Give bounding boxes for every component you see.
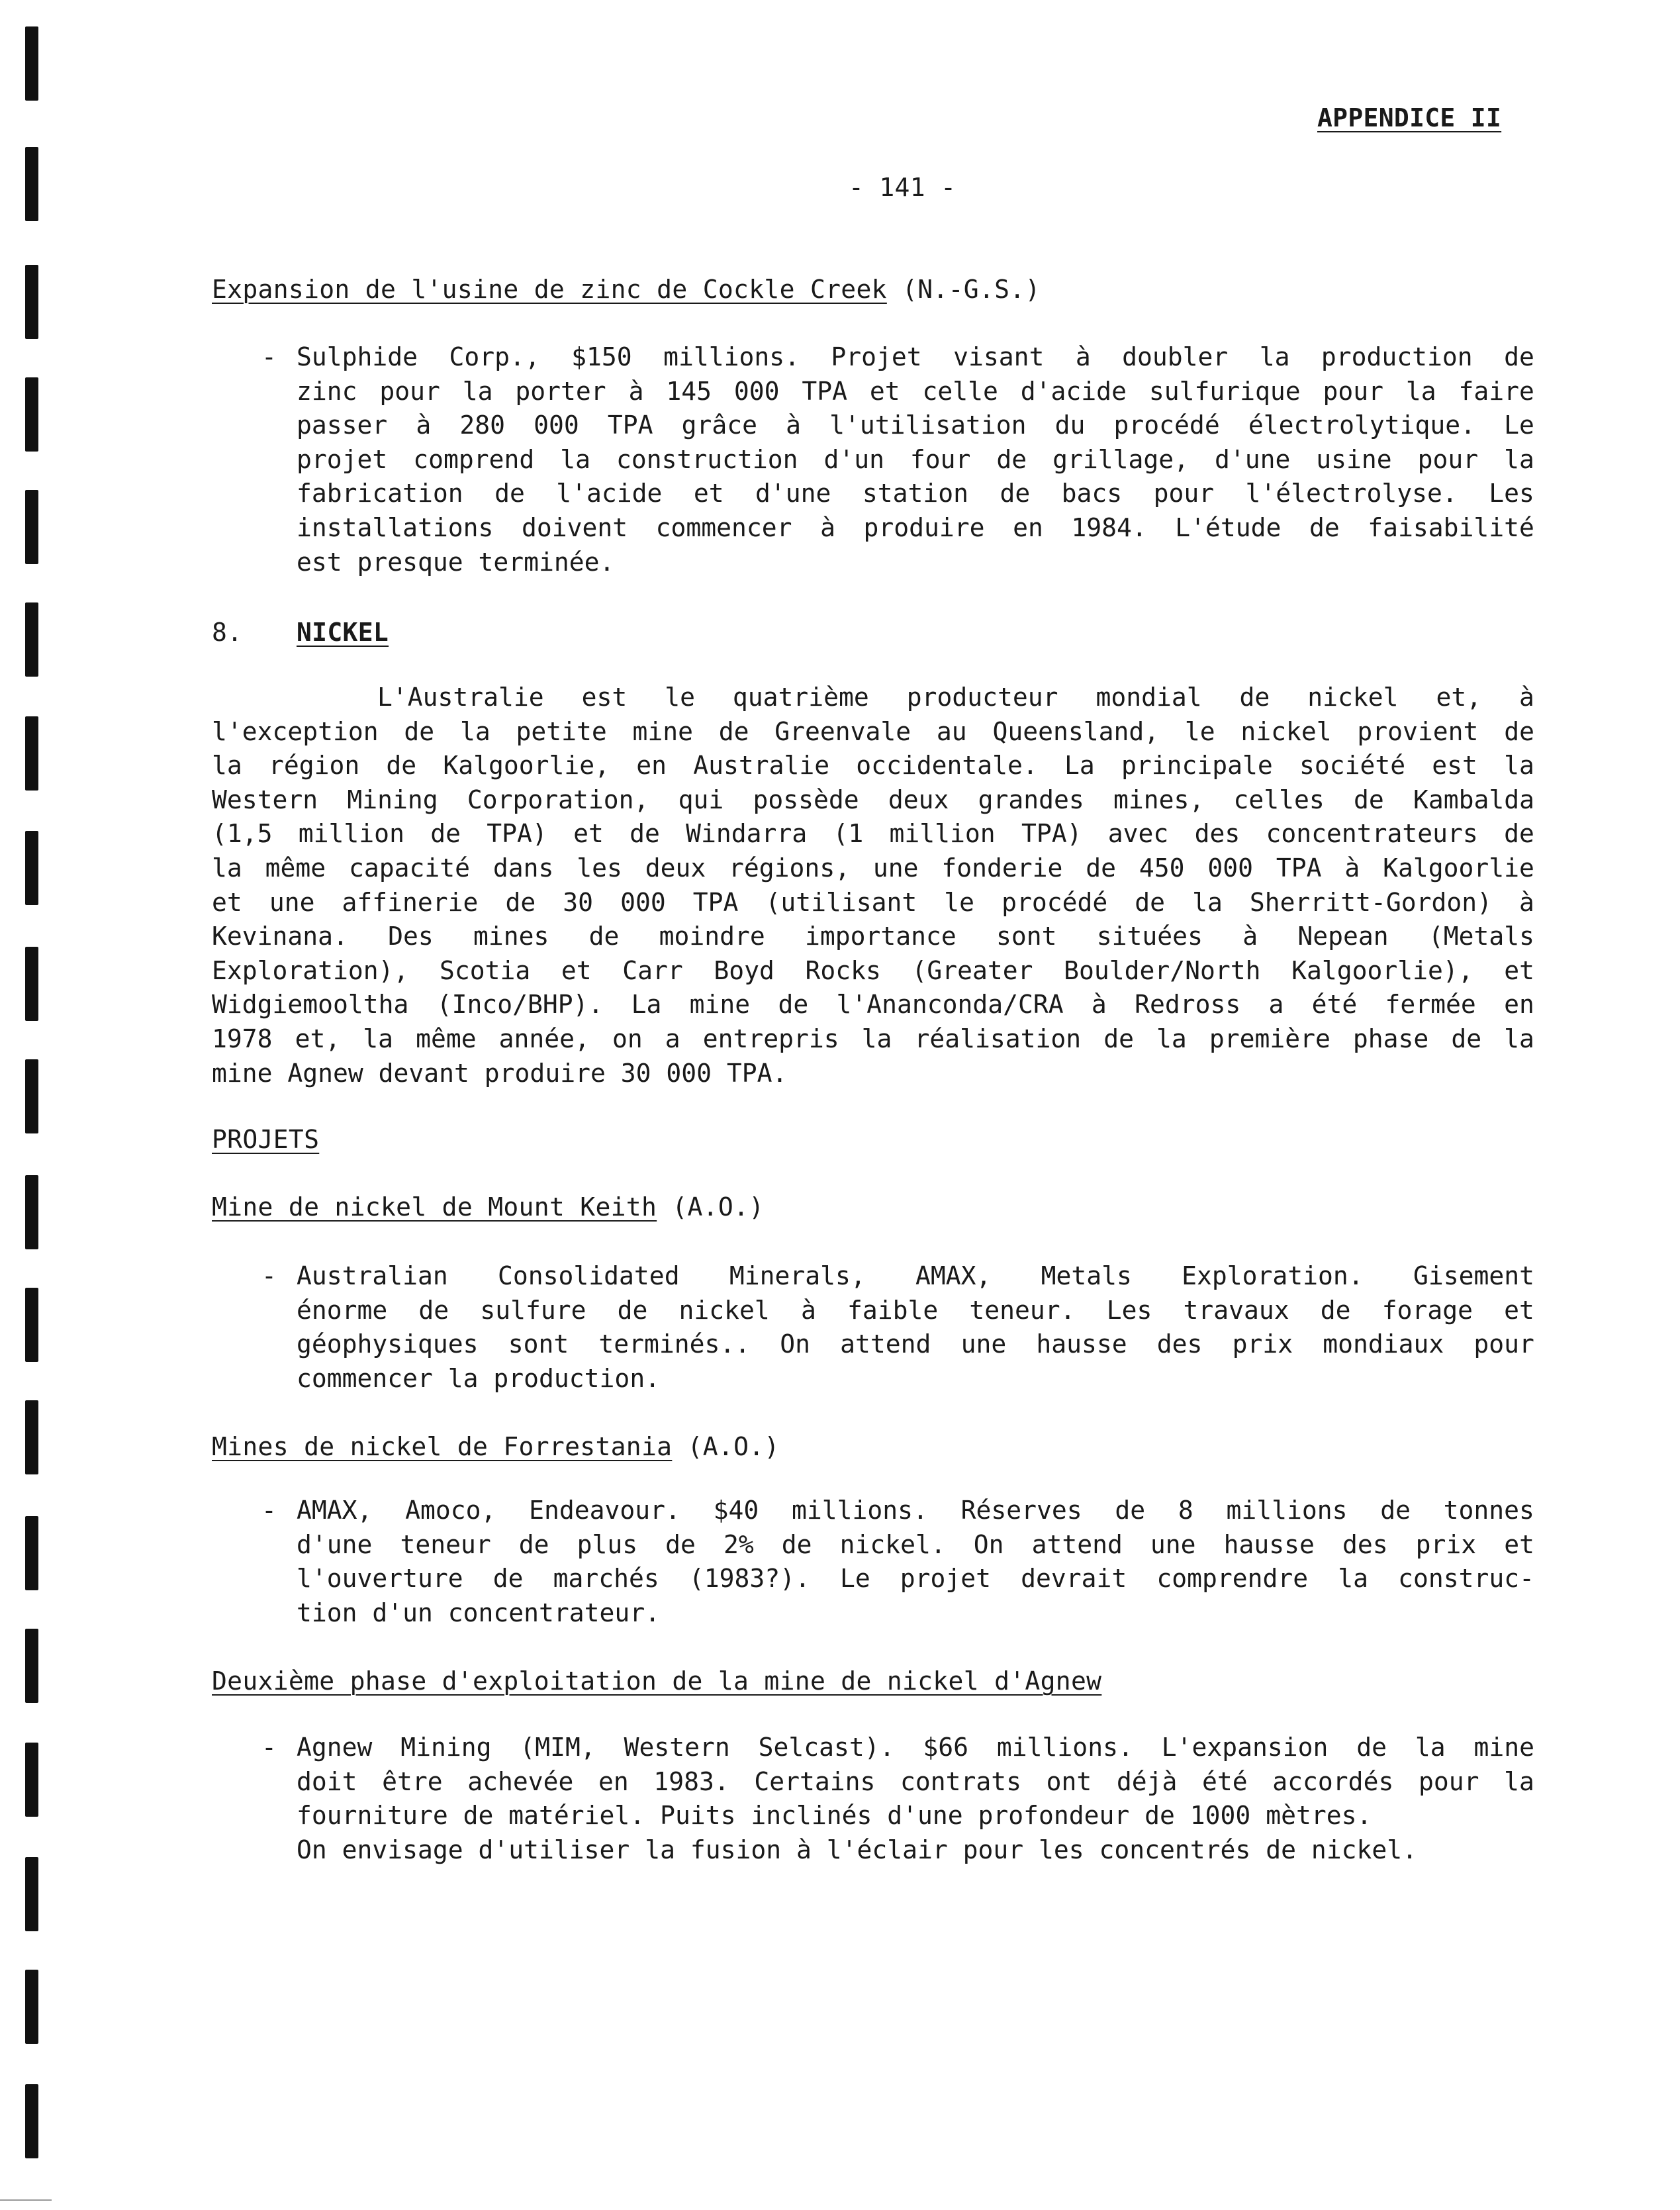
text-line: d'une teneur de plus de 2% de nickel. On attend une hausse des prix et bbox=[297, 1529, 1534, 1559]
text-line: zinc pour la porter à 145 000 TPA et celle d'acide sulfurique pour la faire bbox=[297, 376, 1534, 406]
binding-mark bbox=[25, 1857, 38, 1931]
text-line: (1,5 million de TPA) et de Windarra (1 million TPA) avec des concentrateurs de bbox=[212, 819, 1534, 849]
binding-mark bbox=[25, 1970, 38, 2044]
binding-mark bbox=[25, 1743, 38, 1817]
section-heading-cockle bbox=[212, 273, 1041, 307]
text-line: tion d'un concentrateur. bbox=[297, 1598, 661, 1627]
section-heading-text: Mines de nickel de Forrestania bbox=[212, 1432, 673, 1461]
section-heading-suffix: (N.-G.S.) bbox=[902, 275, 1041, 304]
section-heading-suffix: (A.O.) bbox=[672, 1192, 765, 1222]
bullet-cockle bbox=[297, 340, 1534, 579]
section-title: NICKEL bbox=[297, 618, 389, 647]
nickel-paragraph bbox=[212, 681, 1534, 1090]
section-heading-agnew: Deuxième phase d'exploitation de la mine de nickel d'Agnew bbox=[212, 1666, 1102, 1696]
text-line: la région de Kalgoorlie, en Australie occidentale. La principale société est la bbox=[212, 751, 1534, 781]
binding-mark bbox=[25, 377, 38, 452]
bullet-dash: - bbox=[261, 1261, 277, 1290]
section-heading-forrestania bbox=[212, 1430, 780, 1464]
binding-mark bbox=[25, 1288, 38, 1362]
text-line: Western Mining Corporation, qui possède deux grandes mines, celles de Kambalda bbox=[212, 785, 1534, 814]
text-line: Widgiemooltha (Inco/BHP). La mine de l'Ananconda/CRA à Redross a été fermée en bbox=[212, 990, 1534, 1020]
binding-mark bbox=[25, 602, 38, 677]
text-line: l'ouverture de marchés (1983?). Le projet devrait comprendre la construc- bbox=[297, 1564, 1534, 1594]
bullet-forrestania bbox=[297, 1494, 1534, 1630]
bullet-dash: - bbox=[261, 342, 277, 371]
text-line: fabrication de l'acide et d'une station de bacs pour l'électrolyse. Les bbox=[297, 479, 1534, 508]
binding-mark bbox=[25, 1629, 38, 1703]
section-heading-text: Expansion de l'usine de zinc de Cockle Creek bbox=[212, 275, 887, 304]
text-line: Australian Consolidated Minerals, AMAX, Metals Exploration. Gisement bbox=[297, 1261, 1534, 1290]
text-line: commencer la production. bbox=[297, 1363, 661, 1393]
projets-heading: PROJETS bbox=[212, 1125, 320, 1154]
text-line: 1978 et, la même année, on a entrepris la réalisation de la première phase de la bbox=[212, 1024, 1534, 1053]
text-line: géophysiques sont terminés.. On attend une hausse des prix mondiaux pour bbox=[297, 1329, 1534, 1359]
text-line: doit être achevée en 1983. Certains contrats ont déjà été accordés pour la bbox=[297, 1766, 1534, 1796]
text-line: Kevinana. Des mines de moindre importance sont situées à Nepean (Metals bbox=[212, 922, 1534, 951]
text-line: Exploration), Scotia et Carr Boyd Rocks (Greater Boulder/North Kalgoorlie), et bbox=[212, 955, 1534, 985]
binding-mark bbox=[25, 1059, 38, 1133]
binding-mark bbox=[25, 147, 38, 221]
binding-mark bbox=[25, 2084, 38, 2158]
text-line: énorme de sulfure de nickel à faible teneur. Les travaux de forage et bbox=[297, 1295, 1534, 1325]
text-line: projet comprend la construction d'un four de grillage, d'une usine pour la bbox=[297, 444, 1534, 474]
bullet-dash: - bbox=[261, 1496, 277, 1525]
text-line: mine Agnew devant produire 30 000 TPA. bbox=[212, 1058, 788, 1088]
page-number: - 141 - bbox=[849, 173, 957, 202]
binding-mark bbox=[25, 26, 38, 101]
binding-mark bbox=[25, 265, 38, 339]
bullet-mount-keith bbox=[297, 1259, 1534, 1396]
text-line: On envisage d'utiliser la fusion à l'éclair pour les concentrés de nickel. bbox=[297, 1835, 1417, 1864]
binding-mark bbox=[25, 831, 38, 905]
text-line: fourniture de matériel. Puits inclinés d'une profondeur de 1000 mètres. bbox=[297, 1801, 1372, 1831]
scan-edge-line bbox=[0, 2199, 52, 2201]
text-line: est presque terminée. bbox=[297, 547, 615, 577]
bullet-agnew bbox=[297, 1731, 1534, 1867]
binding-mark bbox=[25, 716, 38, 791]
text-line: la même capacité dans les deux régions, une fonderie de 450 000 TPA à Kalgoorlie bbox=[212, 853, 1534, 883]
bullet-dash: - bbox=[261, 1733, 277, 1762]
text-line: AMAX, Amoco, Endeavour. $40 millions. Réserves de 8 millions de tonnes bbox=[297, 1496, 1534, 1525]
binding-mark bbox=[25, 1400, 38, 1474]
section-heading-mount-keith bbox=[212, 1190, 764, 1224]
text-line: Agnew Mining (MIM, Western Selcast). $66 millions. L'expansion de la mine bbox=[297, 1733, 1534, 1762]
section-heading-text: Mine de nickel de Mount Keith bbox=[212, 1192, 657, 1222]
text-line: l'exception de la petite mine de Greenvale au Queensland, le nickel provient de bbox=[212, 716, 1534, 746]
appendix-label: APPENDICE II bbox=[1317, 103, 1502, 132]
section-number: 8. bbox=[212, 618, 243, 647]
text-line: installations doivent commencer à produire en 1984. L'étude de faisabilité bbox=[297, 512, 1534, 542]
text-line: L'Australie est le quatrième producteur mondial de nickel et, à bbox=[377, 683, 1534, 712]
binding-mark bbox=[25, 1516, 38, 1590]
text-line: Sulphide Corp., $150 millions. Projet visant à doubler la production de bbox=[297, 342, 1534, 371]
binding-mark bbox=[25, 1175, 38, 1249]
text-line: et une affinerie de 30 000 TPA (utilisant le procédé de la Sherritt-Gordon) à bbox=[212, 887, 1534, 917]
text-line: passer à 280 000 TPA grâce à l'utilisation du procédé électrolytique. Le bbox=[297, 410, 1534, 440]
binding-mark bbox=[25, 947, 38, 1021]
section-heading-suffix: (A.O.) bbox=[687, 1432, 780, 1461]
binding-mark bbox=[25, 490, 38, 564]
